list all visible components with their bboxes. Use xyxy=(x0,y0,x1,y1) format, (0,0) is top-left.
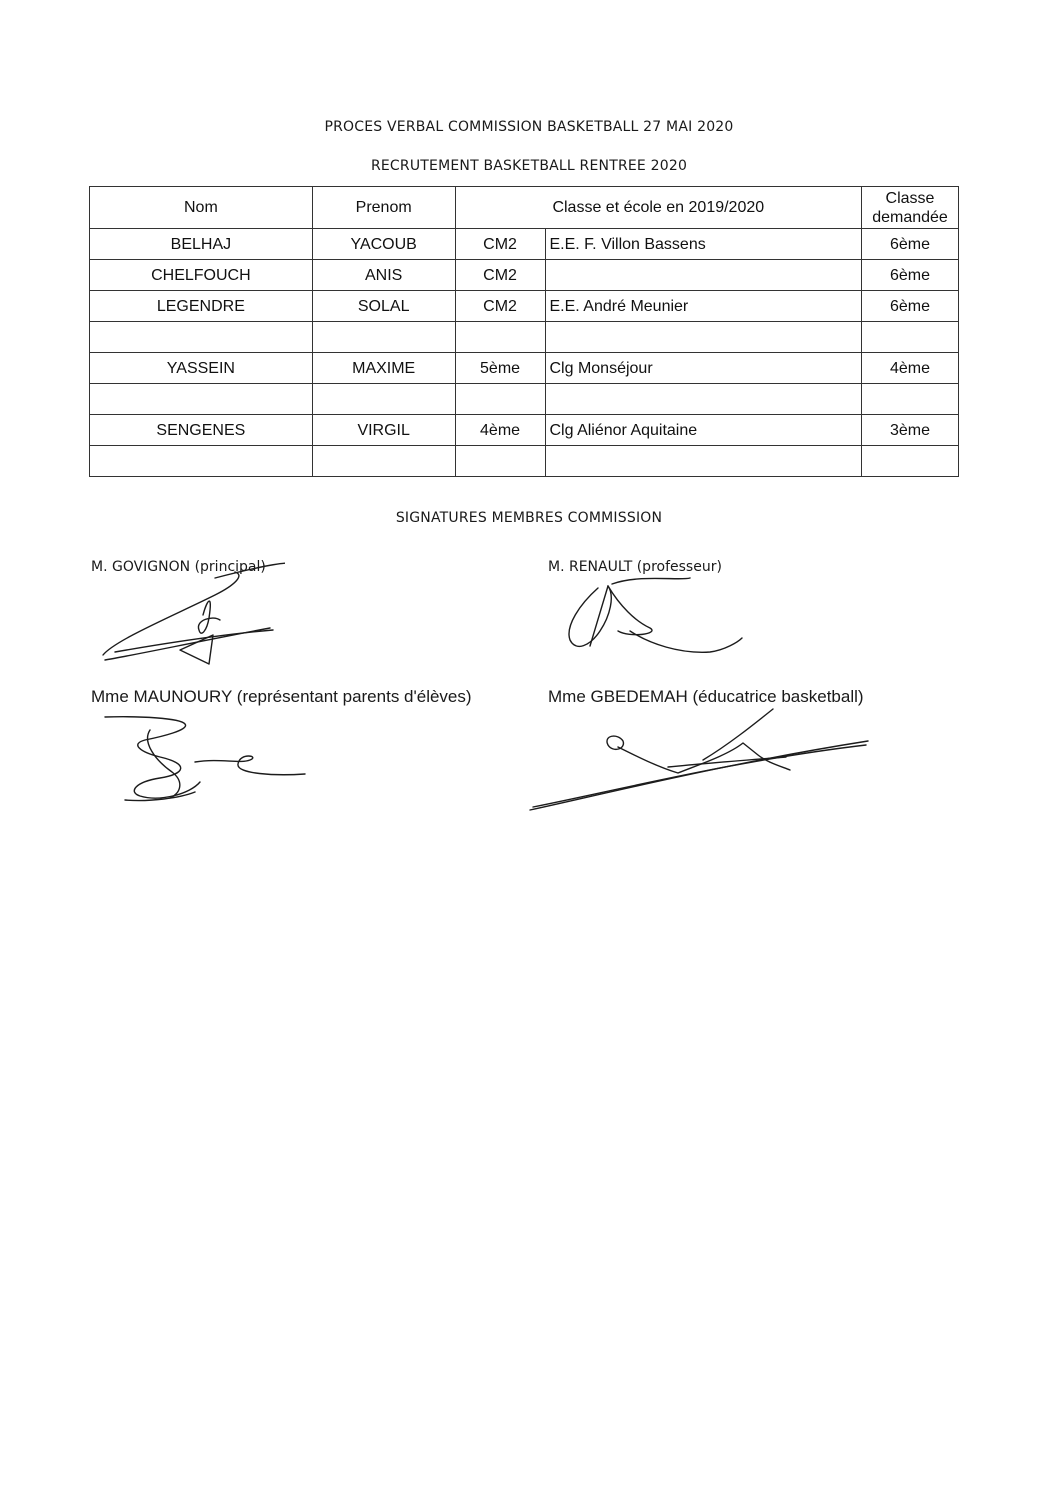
cell-classe: 4ème xyxy=(455,415,545,446)
handwritten-signature-gbedemah xyxy=(528,705,873,815)
table-row xyxy=(90,260,959,291)
table-row xyxy=(90,229,959,260)
header-classe-demandee: Classe demandée xyxy=(862,187,959,229)
cell-nom: YASSEIN xyxy=(90,353,313,384)
cell-classe-demandee: 6ème xyxy=(862,260,959,291)
cell-nom: CHELFOUCH xyxy=(90,260,313,291)
cell-ecole: Clg Aliénor Aquitaine xyxy=(545,415,862,446)
cell-classe-demandee: 4ème xyxy=(862,353,959,384)
cell-classe xyxy=(455,446,545,477)
cell-ecole xyxy=(545,384,862,415)
table-header-row xyxy=(90,187,959,229)
signature-label-gbedemah: Mme GBEDEMAH (éducatrice basketball) xyxy=(548,687,864,706)
signature-label-govignon: M. GOVIGNON (principal) xyxy=(91,559,266,575)
signatures-heading: SIGNATURES MEMBRES COMMISSION xyxy=(395,510,663,526)
cell-nom: LEGENDRE xyxy=(90,291,313,322)
header-prenom: Prenom xyxy=(312,187,455,229)
handwritten-signature-renault xyxy=(560,576,750,666)
cell-ecole: Clg Monséjour xyxy=(545,353,862,384)
handwritten-signature-govignon xyxy=(95,560,285,670)
cell-classe-demandee: 3ème xyxy=(862,415,959,446)
table-row xyxy=(90,384,959,415)
cell-ecole xyxy=(545,322,862,353)
cell-classe: CM2 xyxy=(455,229,545,260)
cell-prenom: VIRGIL xyxy=(312,415,455,446)
cell-ecole: E.E. F. Villon Bassens xyxy=(545,229,862,260)
cell-prenom: SOLAL xyxy=(312,291,455,322)
recruitment-table xyxy=(89,186,959,477)
cell-classe xyxy=(455,384,545,415)
table-row xyxy=(90,415,959,446)
cell-prenom: YACOUB xyxy=(312,229,455,260)
cell-ecole xyxy=(545,446,862,477)
signature-label-maunoury: Mme MAUNOURY (représentant parents d'élèves) xyxy=(91,687,472,706)
cell-classe-demandee xyxy=(862,384,959,415)
cell-prenom xyxy=(312,384,455,415)
document-subtitle: RECRUTEMENT BASKETBALL RENTREE 2020 xyxy=(370,158,688,174)
header-classe-ecole: Classe et école en 2019/2020 xyxy=(455,187,861,229)
cell-prenom xyxy=(312,446,455,477)
table-row xyxy=(90,446,959,477)
cell-classe: CM2 xyxy=(455,260,545,291)
signature-label-renault: M. RENAULT (professeur) xyxy=(548,559,722,575)
cell-prenom: MAXIME xyxy=(312,353,455,384)
cell-nom xyxy=(90,384,313,415)
table-row xyxy=(90,322,959,353)
cell-nom: BELHAJ xyxy=(90,229,313,260)
cell-classe-demandee xyxy=(862,322,959,353)
document-title: PROCES VERBAL COMMISSION BASKETBALL 27 MAI 2020 xyxy=(324,119,734,135)
handwritten-signature-maunoury xyxy=(100,712,310,807)
cell-classe-demandee: 6ème xyxy=(862,229,959,260)
cell-nom: SENGENES xyxy=(90,415,313,446)
cell-classe: CM2 xyxy=(455,291,545,322)
table-row xyxy=(90,291,959,322)
cell-classe-demandee xyxy=(862,446,959,477)
cell-ecole: E.E. André Meunier xyxy=(545,291,862,322)
cell-classe-demandee: 6ème xyxy=(862,291,959,322)
cell-ecole xyxy=(545,260,862,291)
cell-nom xyxy=(90,322,313,353)
table-row xyxy=(90,353,959,384)
cell-prenom: ANIS xyxy=(312,260,455,291)
cell-nom xyxy=(90,446,313,477)
cell-classe: 5ème xyxy=(455,353,545,384)
cell-prenom xyxy=(312,322,455,353)
header-nom: Nom xyxy=(90,187,313,229)
cell-classe xyxy=(455,322,545,353)
